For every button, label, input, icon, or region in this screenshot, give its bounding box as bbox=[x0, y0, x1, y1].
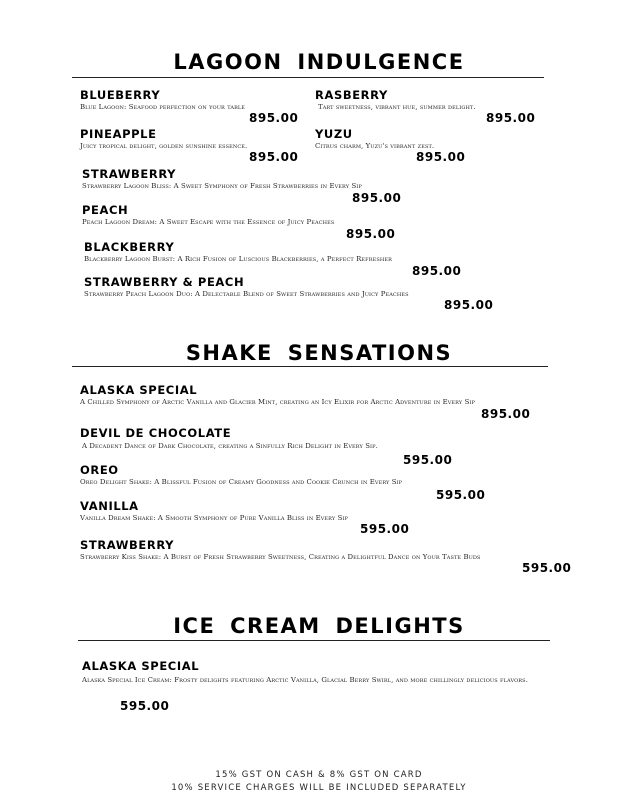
item-price: 895.00 bbox=[444, 298, 494, 312]
item-description: Strawberry Lagoon Bliss: A Sweet Symphony of Fresh Strawberries in Every Sip bbox=[82, 182, 362, 190]
item-price: 895.00 bbox=[249, 111, 299, 125]
item-description: Vanilla Dream Shake: A Smooth Symphony of Pure Vanilla Bliss in Every Sip bbox=[80, 514, 348, 522]
menu-item-yuzu: YUZU bbox=[315, 127, 353, 141]
section-title-lagoon: LAGOON INDULGENCE bbox=[173, 50, 465, 74]
item-description: Juicy tropical delight, golden sunshine essence. bbox=[80, 142, 248, 150]
menu-item-strawberry-peach: STRAWBERRY & PEACH bbox=[84, 275, 245, 289]
menu-item-alaska-special-ice-cream: ALASKA SPECIAL bbox=[82, 659, 200, 673]
item-price: 895.00 bbox=[486, 111, 536, 125]
item-description: Strawberry Kiss Shake: A Burst of Fresh Strawberry Sweetness, Creating a Delightful Dance on Your Taste Buds bbox=[80, 553, 481, 561]
section-divider bbox=[78, 640, 550, 641]
menu-item-blackberry: BLACKBERRY bbox=[84, 240, 175, 254]
section-title-icecream: ICE CREAM DELIGHTS bbox=[173, 614, 465, 638]
menu-item-peach: PEACH bbox=[82, 203, 129, 217]
item-price: 595.00 bbox=[436, 488, 486, 502]
section-title-shakes: SHAKE SENSATIONS bbox=[185, 341, 453, 365]
item-price: 595.00 bbox=[360, 522, 410, 536]
item-description: Blackberry Lagoon Burst: A Rich Fusion of Luscious Blackberries, a Perfect Refresher bbox=[84, 255, 392, 263]
item-price: 895.00 bbox=[416, 150, 466, 164]
menu-item-strawberry-shake: STRAWBERRY bbox=[80, 538, 175, 552]
item-price: 895.00 bbox=[352, 191, 402, 205]
item-description: Citrus charm, Yuzu's vibrant zest. bbox=[315, 142, 435, 150]
item-description: A Chilled Symphony of Arctic Vanilla and Glacier Mint, creating an Icy Elixir for Arctic Adventure in Every Sip bbox=[80, 398, 475, 406]
item-name: BLUEBERRY bbox=[80, 88, 161, 102]
menu-item-strawberry: STRAWBERRY bbox=[82, 167, 177, 181]
menu-item-devil-de-chocolate: DEVIL DE CHOCOLATE bbox=[80, 426, 232, 440]
item-price: 595.00 bbox=[120, 699, 170, 713]
item-description: A Decadent Dance of Dark Chocolate, creating a Sinfully Rich Delight in Every Sip. bbox=[82, 442, 378, 450]
item-description: Alaska Special Ice Cream: Frosty delights featuring Arctic Vanilla, Glacial Berry Swirl, and more chillingly delicious flavors. bbox=[82, 676, 528, 684]
item-description: Tart sweetness, vibrant hue, summer delight. bbox=[318, 103, 476, 111]
menu-item-pineapple: PINEAPPLE bbox=[80, 127, 157, 141]
section-divider bbox=[72, 366, 548, 367]
menu-item-vanilla: VANILLA bbox=[80, 499, 139, 513]
footer-service-charge-note: 10% SERVICE CHARGES WILL BE INCLUDED SEPARATELY bbox=[171, 783, 467, 793]
item-price: 595.00 bbox=[403, 453, 453, 467]
item-price: 895.00 bbox=[346, 227, 396, 241]
footer-tax-note: 15% GST ON CASH & 8% GST ON CARD bbox=[215, 770, 423, 780]
item-price: 895.00 bbox=[481, 407, 531, 421]
item-description: Oreo Delight Shake: A Blissful Fusion of Creamy Goodness and Cookie Crunch in Every Sip bbox=[80, 478, 403, 486]
item-price: 895.00 bbox=[249, 150, 299, 164]
item-description: Strawberry Peach Lagoon Duo: A Delectable Blend of Sweet Strawberries and Juicy Peaches bbox=[84, 290, 409, 298]
menu-item-rasberry: RASBERRY bbox=[315, 88, 388, 102]
item-description: Peach Lagoon Dream: A Sweet Escape with the Essence of Juicy Peaches bbox=[82, 218, 335, 226]
item-price: 595.00 bbox=[522, 561, 572, 575]
menu-item-blueberry bbox=[80, 88, 160, 102]
menu-item-alaska-special: ALASKA SPECIAL bbox=[80, 383, 198, 397]
section-divider bbox=[72, 77, 544, 78]
item-price: 895.00 bbox=[412, 264, 462, 278]
menu-item-oreo: OREO bbox=[80, 463, 119, 477]
item-description: Blue Lagoon: Seafood perfection on your table bbox=[80, 103, 246, 111]
